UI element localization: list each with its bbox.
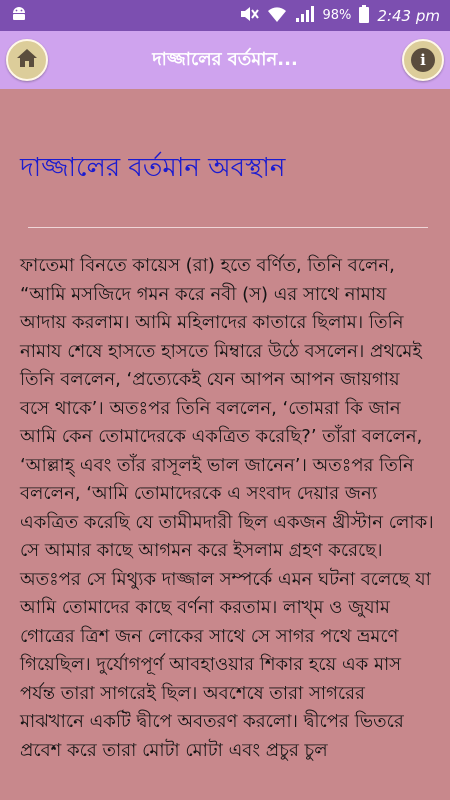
- app-title: দাজ্জালের বর্তমান...: [152, 48, 298, 70]
- home-icon: [15, 47, 39, 73]
- divider: [28, 227, 428, 228]
- battery-icon: [359, 5, 369, 27]
- app-bar: [0, 31, 450, 89]
- article-content[interactable]: [0, 89, 450, 800]
- status-bar: [0, 0, 450, 31]
- signal-icon: [295, 5, 315, 27]
- info-icon: i: [411, 48, 435, 72]
- mute-icon: [239, 5, 259, 27]
- status-time: 2:43 pm: [377, 6, 440, 25]
- wifi-icon: [267, 5, 287, 27]
- battery-percentage: 98%: [322, 8, 352, 23]
- info-button[interactable]: [402, 39, 444, 81]
- article-heading: দাজ্জালের বর্তমান অবস্থান: [20, 153, 286, 183]
- article-body: ফাতেমা বিনতে কায়েস (রা) হতে বর্ণিত, তিনি বলেন, “আমি মসজিদে গমন করে নবী (স) এর সাথে নামায আদায় করলাম। আমি মহিলাদের কাতারে ছিলাম। তিনি নামায শেষে হাসতে হাসতে মিম্বারে উঠে বসলেন। প্রথমেই তিনি বললেন, ‘প্রত্যেকেই যেন আপন আপন জায়গায় বসে থাকে’। অতঃপর তিনি বললেন, ‘তোমরা কি জান আমি কেন তোমাদেরকে একত্রিত করেছি?’ তাঁরা বললেন, ‘আল্লাহ্‌ এবং তাঁর রাসূলই ভাল জানেন’। অতঃপর তিনি বললেন, ‘আমি তোমাদেরকে এ সংবাদ দেয়ার জন্য একত্রিত করেছি যে তামীমদারী ছিল একজন খ্রীস্টান লোক। সে আমার কাছে আগমন করে ইসলাম গ্রহণ করেছে। অতঃপর সে মিথ্যুক দাজ্জাল সম্পর্কে এমন ঘটনা বলেছে যা আমি তোমাদের কাছে বর্ণনা করতাম। লাখ্‌ম ও জুযাম গোত্রের ত্রিশ জন লোকের সাথে সে সাগর পথে ভ্রমণে গিয়েছিল। দুর্যোগপূর্ণ আবহাওয়ার শিকার হয়ে এক মাস পর্যন্ত তারা সাগরেই ছিল। অবশেষে তারা সাগরের মাঝখানে একটি দ্বীপে অবতরণ করলো। দ্বীপের ভিতরে প্রবেশ করে তারা মোটা মোটা এবং প্রচুর চুল: [20, 255, 434, 761]
- home-button[interactable]: [6, 39, 48, 81]
- android-icon: [10, 5, 28, 27]
